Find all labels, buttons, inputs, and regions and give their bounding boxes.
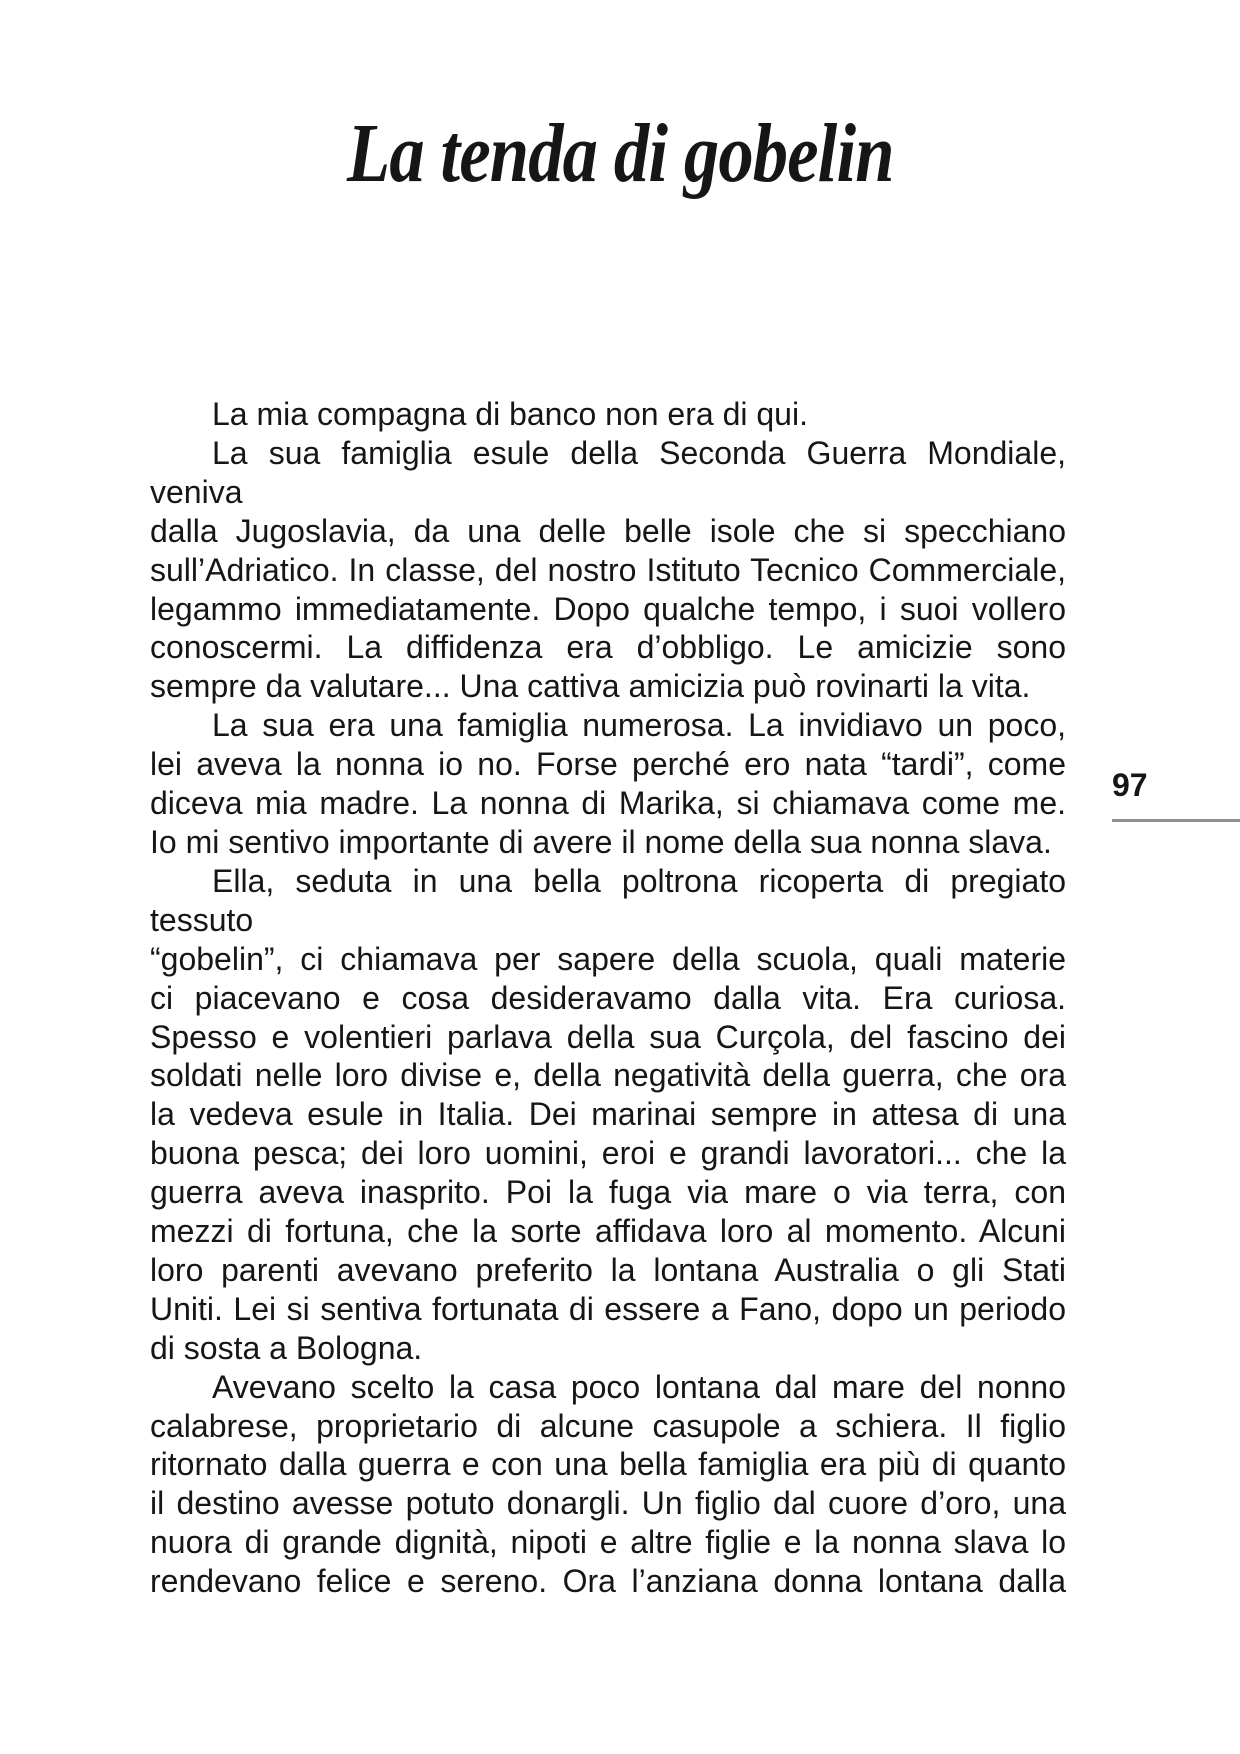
text-line: la vedeva esule in Italia. Dei marinai sempre in attesa di una [150, 1096, 1066, 1133]
text-line: sempre da valutare... Una cattiva amicizia può rovinarti la vita. [150, 668, 1031, 705]
paragraph [150, 434, 1066, 706]
text-line: mezzi di fortuna, che la sorte affidava loro al momento. Alcuni [150, 1213, 1066, 1250]
page-number-rule [1112, 819, 1240, 822]
text-line: diceva mia madre. La nonna di Marika, si chiamava come me. [150, 785, 1066, 822]
text-line: sull’Adriatico. In classe, del nostro Istituto Tecnico Commerciale, [150, 551, 1066, 588]
text-line: nuora di grande dignità, nipoti e altre figlie e la nonna slava lo [150, 1524, 1066, 1561]
page-title-text: La tenda di gobelin [346, 107, 894, 200]
text-line: La mia compagna di banco non era di qui. [212, 396, 808, 432]
text-line: ci piacevano e cosa desideravamo dalla vita. Era curiosa. [150, 979, 1066, 1016]
page-title [0, 107, 1240, 200]
page-number: 97 [1112, 767, 1148, 803]
text-line: Ella, seduta in una bella poltrona ricoperta di pregiato tessuto [150, 862, 1066, 938]
text-line: il destino avesse potuto donargli. Un figlio dal cuore d’oro, una [150, 1485, 1066, 1522]
text-line: loro parenti avevano preferito la lontana Australia o gli Stati [150, 1251, 1066, 1288]
text-line: legammo immediatamente. Dopo qualche tempo, i suoi vollero [150, 590, 1066, 627]
text-line: buona pesca; dei loro uomini, eroi e grandi lavoratori... che la [150, 1135, 1066, 1172]
text-line: calabrese, proprietario di alcune casupole a schiera. Il figlio [150, 1407, 1066, 1444]
text-line: Uniti. Lei si sentiva fortunata di essere a Fano, dopo un periodo [150, 1290, 1066, 1327]
text-line: guerra aveva inasprito. Poi la fuga via mare o via terra, con [150, 1174, 1066, 1211]
text-line: La sua famiglia esule della Seconda Guerra Mondiale, veniva [150, 434, 1066, 510]
paragraph [150, 706, 1066, 862]
text-line: Spesso e volentieri parlava della sua Curçola, del fascino dei [150, 1018, 1066, 1055]
text-line: rendevano felice e sereno. Ora l’anziana donna lontana dalla [150, 1563, 1066, 1600]
paragraph [150, 395, 1066, 434]
text-line: lei aveva la nonna io no. Forse perché ero nata “tardi”, come [150, 746, 1066, 783]
text-line: Io mi sentivo importante di avere il nome della sua nonna slava. [150, 823, 1052, 860]
text-line: di sosta a Bologna. [150, 1329, 423, 1366]
text-line: La sua era una famiglia numerosa. La invidiavo un poco, [212, 707, 1066, 744]
paragraph [150, 1368, 1066, 1601]
paragraph [150, 862, 1066, 1368]
text-line: dalla Jugoslavia, da una delle belle isole che si specchiano [150, 512, 1066, 549]
text-line: Avevano scelto la casa poco lontana dal mare del nonno [212, 1368, 1066, 1405]
text-line: soldati nelle loro divise e, della negatività della guerra, che ora [150, 1057, 1066, 1094]
body-text [150, 395, 1066, 1601]
text-line: “gobelin”, ci chiamava per sapere della scuola, quali materie [150, 940, 1066, 977]
text-line: ritornato dalla guerra e con una bella famiglia era più di quanto [150, 1446, 1066, 1483]
text-line: conoscermi. La diffidenza era d’obbligo. Le amicizie sono [150, 629, 1066, 666]
